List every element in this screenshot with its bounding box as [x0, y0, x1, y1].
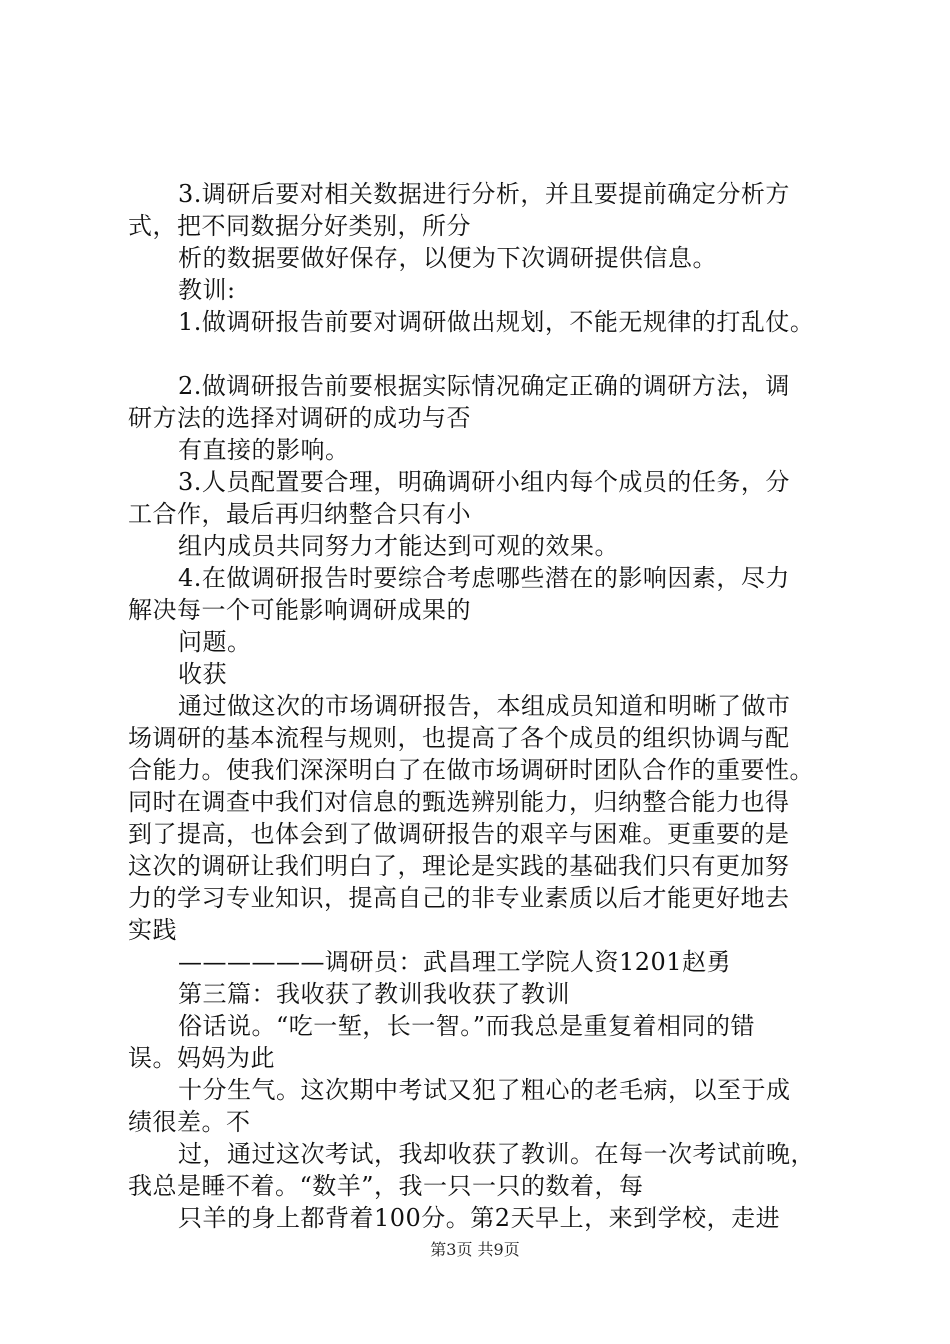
text-line: 误。妈妈为此 [128, 1044, 275, 1072]
text-line: 组内成员共同努力才能达到可观的效果。 [178, 532, 619, 560]
text-line: 场调研的基本流程与规则，也提高了各个成员的组织协调与配 [128, 724, 790, 752]
text-line: 式，把不同数据分好类别，所分 [128, 212, 471, 240]
section-title: 第三篇：我收获了教训我收获了教训 [178, 980, 570, 1008]
text-line: 2.做调研报告前要根据实际情况确定正确的调研方法，调 [178, 372, 790, 400]
text-line: 力的学习专业知识，提高自己的非专业素质以后才能更好地去 [128, 884, 790, 912]
text-line: 我总是睡不着。“数羊”，我一只一只的数着，每 [128, 1172, 644, 1200]
page-number-footer: 第3页 共9页 [430, 1240, 520, 1259]
text-line: 工合作，最后再归纳整合只有小 [128, 500, 471, 528]
text-line: 到了提高，也体会到了做调研报告的艰辛与困难。更重要的是 [128, 820, 790, 848]
text-line: 通过做这次的市场调研报告，本组成员知道和明晰了做市 [178, 692, 791, 720]
text-line: 析的数据要做好保存，以便为下次调研提供信息。 [178, 244, 717, 272]
text-line: 绩很差。不 [128, 1108, 251, 1136]
text-line: 3.调研后要对相关数据进行分析，并且要提前确定分析方 [178, 180, 790, 208]
signature-line: ——————调研员：武昌理工学院人资1201赵勇 [178, 948, 732, 976]
text-line: 只羊的身上都背着100分。第2天早上，来到学校，走进 [178, 1204, 781, 1232]
text-line: 过，通过这次考试，我却收获了教训。在每一次考试前晚， [178, 1140, 815, 1168]
section-heading: 收获 [178, 660, 227, 688]
text-line: 4.在做调研报告时要综合考虑哪些潜在的影响因素，尽力 [178, 564, 790, 592]
text-line: 有直接的影响。 [178, 436, 350, 464]
text-line: 俗话说。“吃一堑，长一智。”而我总是重复着相同的错 [178, 1012, 756, 1040]
text-line: 合能力。使我们深深明白了在做市场调研时团队合作的重要性。 [128, 756, 814, 784]
text-line: 同时在调查中我们对信息的甄选辨别能力，归纳整合能力也得 [128, 788, 790, 816]
text-line: 3.人员配置要合理，明确调研小组内每个成员的任务，分 [178, 468, 790, 496]
text-line: 问题。 [178, 628, 252, 656]
section-heading: 教训: [178, 276, 236, 304]
text-line: 解决每一个可能影响调研成果的 [128, 596, 471, 624]
document-body [128, 178, 836, 1234]
text-line: 1.做调研报告前要对调研做出规划，不能无规律的打乱仗。 [178, 308, 815, 336]
text-line: 这次的调研让我们明白了，理论是实践的基础我们只有更加努 [128, 852, 790, 880]
text-line: 十分生气。这次期中考试又犯了粗心的老毛病，以至于成 [178, 1076, 791, 1104]
text-line: 研方法的选择对调研的成功与否 [128, 404, 471, 432]
text-line: 实践 [128, 916, 177, 944]
blank-line [128, 338, 836, 370]
